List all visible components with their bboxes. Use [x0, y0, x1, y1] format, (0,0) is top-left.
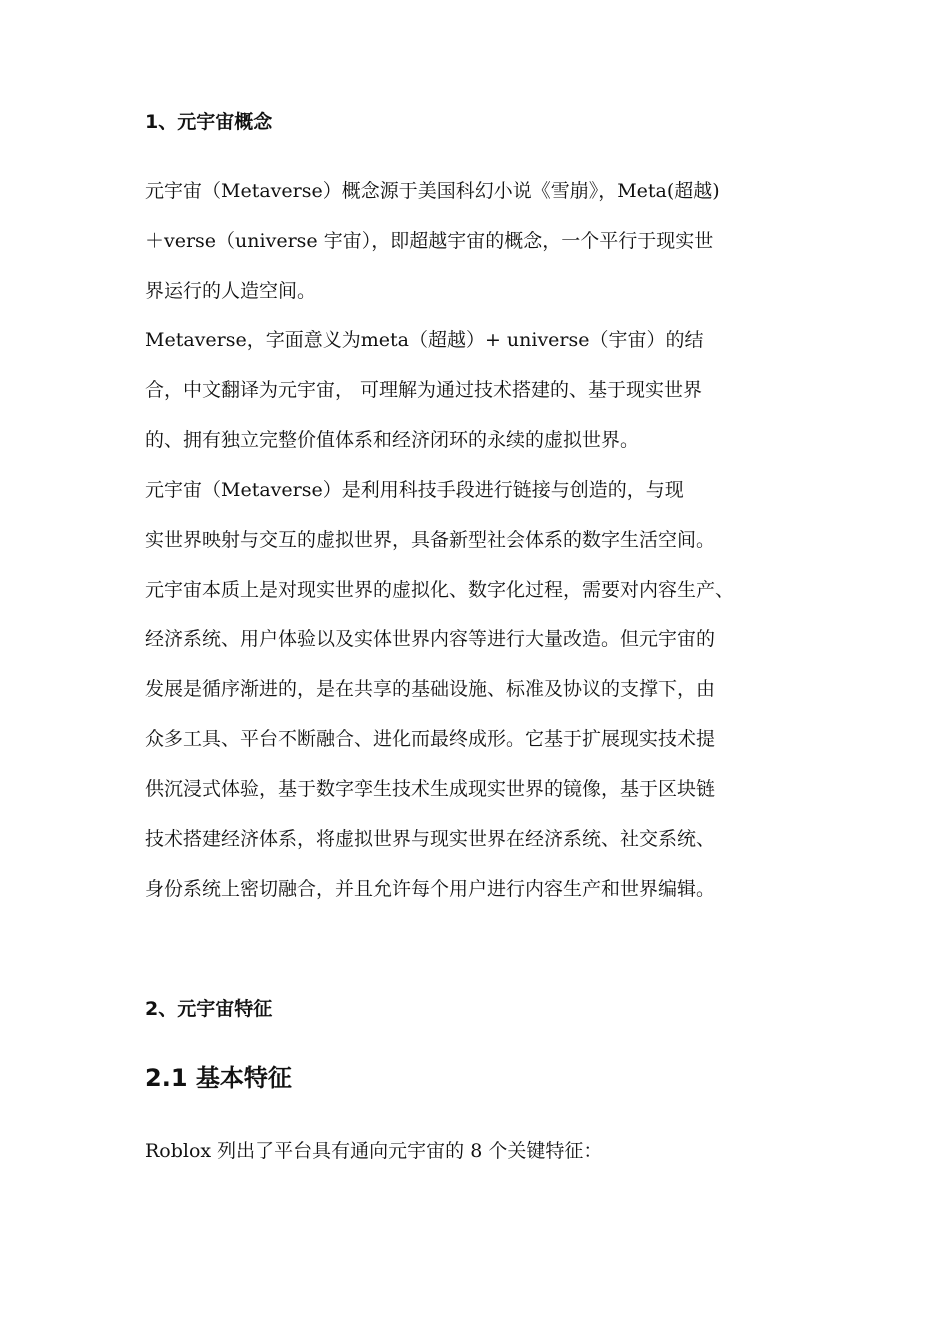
- para-2-line-2: 合，中文翻译为元宇宙， 可理解为通过技术搭建的、基于现实世界: [145, 379, 703, 401]
- para-3-line-5: 发展是循序渐进的，是在共享的基础设施、标准及协议的支撑下，由: [145, 678, 716, 700]
- section-2-intro: Roblox 列出了平台具有通向元宇宙的 8 个关键特征：: [145, 1140, 603, 1162]
- para-2-line-1: Metaverse，字面意义为meta（超越）+ universe（宇宙）的结: [145, 329, 704, 351]
- para-3-line-7: 供沉浸式体验，基于数字孪生技术生成现实世界的镜像，基于区块链: [145, 778, 716, 800]
- section-2-heading: 2、元宇宙特征: [145, 998, 273, 1020]
- para-3-line-1: 元宇宙（Metaverse）是利用科技手段进行链接与创造的，与现: [145, 479, 684, 501]
- para-3-line-8: 技术搭建经济体系，将虚拟世界与现实世界在经济系统、社交系统、: [145, 828, 716, 850]
- section-1-heading: 1、元宇宙概念: [145, 111, 273, 133]
- para-1-line-3: 界运行的人造空间。: [145, 280, 317, 302]
- para-1-line-2: ＋verse（universe 宇宙），即超越宇宙的概念，一个平行于现实世: [145, 230, 714, 252]
- para-3-line-9: 身份系统上密切融合，并且允许每个用户进行内容生产和世界编辑。: [145, 878, 716, 900]
- para-3-line-6: 众多工具、平台不断融合、进化而最终成形。它基于扩展现实技术提: [145, 728, 716, 750]
- para-2-line-3: 的、拥有独立完整价值体系和经济闭环的永续的虚拟世界。: [145, 429, 640, 451]
- para-3-line-3: 元宇宙本质上是对现实世界的虚拟化、数字化过程，需要对内容生产、: [145, 579, 735, 601]
- para-1-line-1: 元宇宙（Metaverse）概念源于美国科幻小说《雪崩》，Meta(超越): [145, 180, 720, 202]
- para-3-line-4: 经济系统、用户体验以及实体世界内容等进行大量改造。但元宇宙的: [145, 628, 716, 650]
- section-2-1-heading: 2.1 基本特征: [145, 1064, 292, 1092]
- para-3-line-2: 实世界映射与交互的虚拟世界，具备新型社会体系的数字生活空间。: [145, 529, 716, 551]
